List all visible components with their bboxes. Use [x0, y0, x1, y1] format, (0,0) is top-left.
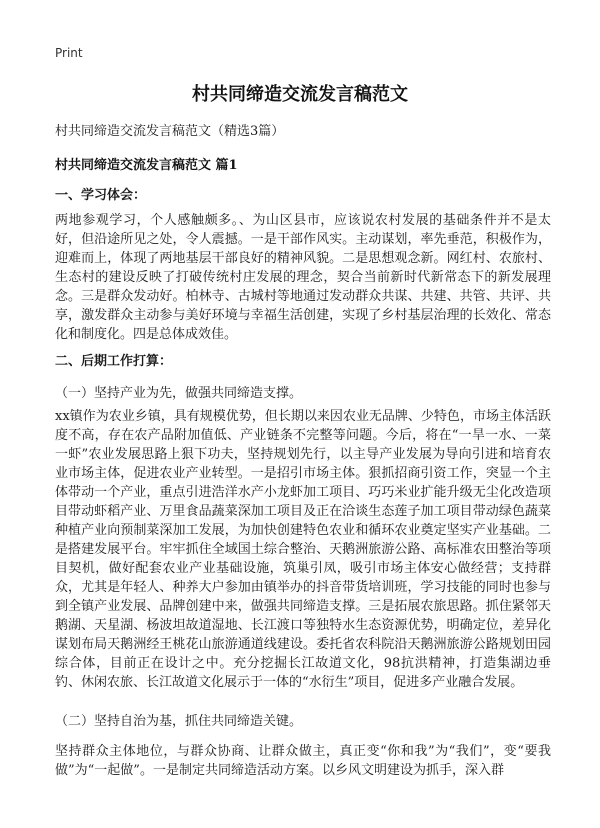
heading-plan: 二、后期工作打算： [55, 354, 173, 369]
paragraph-industry: xx镇作为农业乡镇，具有规模优势，但长期以来因农业无品牌、少特色，市场主体活跃度不高，存在农产品附加值低、产业链条不完整等问题。今后，将在“一旱一水、一菜一虾”农业发展思路上狠下功夫，坚持规划先行，以主导产业发展为导向引进和培育农业市场主体，促进农业产业转型。一是招引市场主体。狠抓招商引资工作，突显一个主体带动一个产业，重点引进浩洋水产小龙虾加工项目、巧巧米业扩能升级无尘化改造项目带动虾稻产业、万里食品蔬菜深加工项目及正在洽谈生态莲子加工项目带动绿色蔬菜种植产业向预制菜深加工发展，为加快创建特色农业和循环农业奠定坚实产业基础。二是搭建发展平台。牢牢抓住全域国土综合整治、天鹅洲旅游公路、高标准农田整治等项目契机，做好配套农业产业基础设施，筑巢引凤，吸引市场主体安心做经营；支持群众，尤其是年轻人、种养大户参加由镇举办的抖音带货培训班，学习技能的同时也参与到全镇产业发展、品牌创建中来，做强共同缔造支撑。三是拓展农旅思路。抓住紧邻天鹅湖、天星湖、杨波坦故道湿地、长江渡口等独特水生态资源优势，明确定位，差异化谋划布局天鹅洲经王桃花山旅游通道线建设。委托省农科院沿天鹅洲旅游公路规划田园综合体，目前正在设计之中。充分挖掘长江故道文化，98抗洪精神，打造集湖边垂钓、休闲农旅、长江故道文化展示于一体的“水衍生”项目，促进多产业融合发展。 [55, 409, 551, 690]
print-link[interactable]: Print [55, 46, 83, 60]
subtitle: 村共同缔造交流发言稿范文（精选3篇） [55, 124, 285, 139]
subheading-industry: （一）坚持产业为先，做强共同缔造支撑。 [55, 386, 303, 401]
section-title: 村共同缔造交流发言稿范文 篇1 [55, 158, 238, 173]
subheading-autonomy: （二）坚持自治为基，抓住共同缔造关键。 [55, 714, 303, 729]
page-title: 村共同缔造交流发言稿范文 [192, 84, 408, 105]
paragraph-autonomy: 坚持群众主体地位，与群众协商、让群众做主，真正变“你和我”为“我们”，变“要我做”为“一起做”。一是制定共同缔造活动方案。以乡风文明建设为抓手，深入群 [55, 744, 551, 778]
paragraph-study: 两地参观学习，个人感触颇多。、为山区县市，应该说农村发展的基础条件并不是太好，但沿途所见之处，令人震撼。一是干部作风实。主动谋划，率先垂范，积极作为，迎难而上，体现了两地基层干部良好的精神风貌。二是思想观念新。网红村、农旅村、生态村的建设反映了打破传统村庄发展的理念，契合当前新时代新常态下的新发展理念。三是群众发动好。柏林寺、古城村等地通过发动群众共谋、共建、共管、共评、共享，激发群众主动参与美好环境与幸福生活创建，实现了乡村基层治理的长效化、常态化和制度化。四是总体成效佳。 [55, 213, 551, 342]
heading-study: 一、学习体会： [55, 188, 147, 203]
